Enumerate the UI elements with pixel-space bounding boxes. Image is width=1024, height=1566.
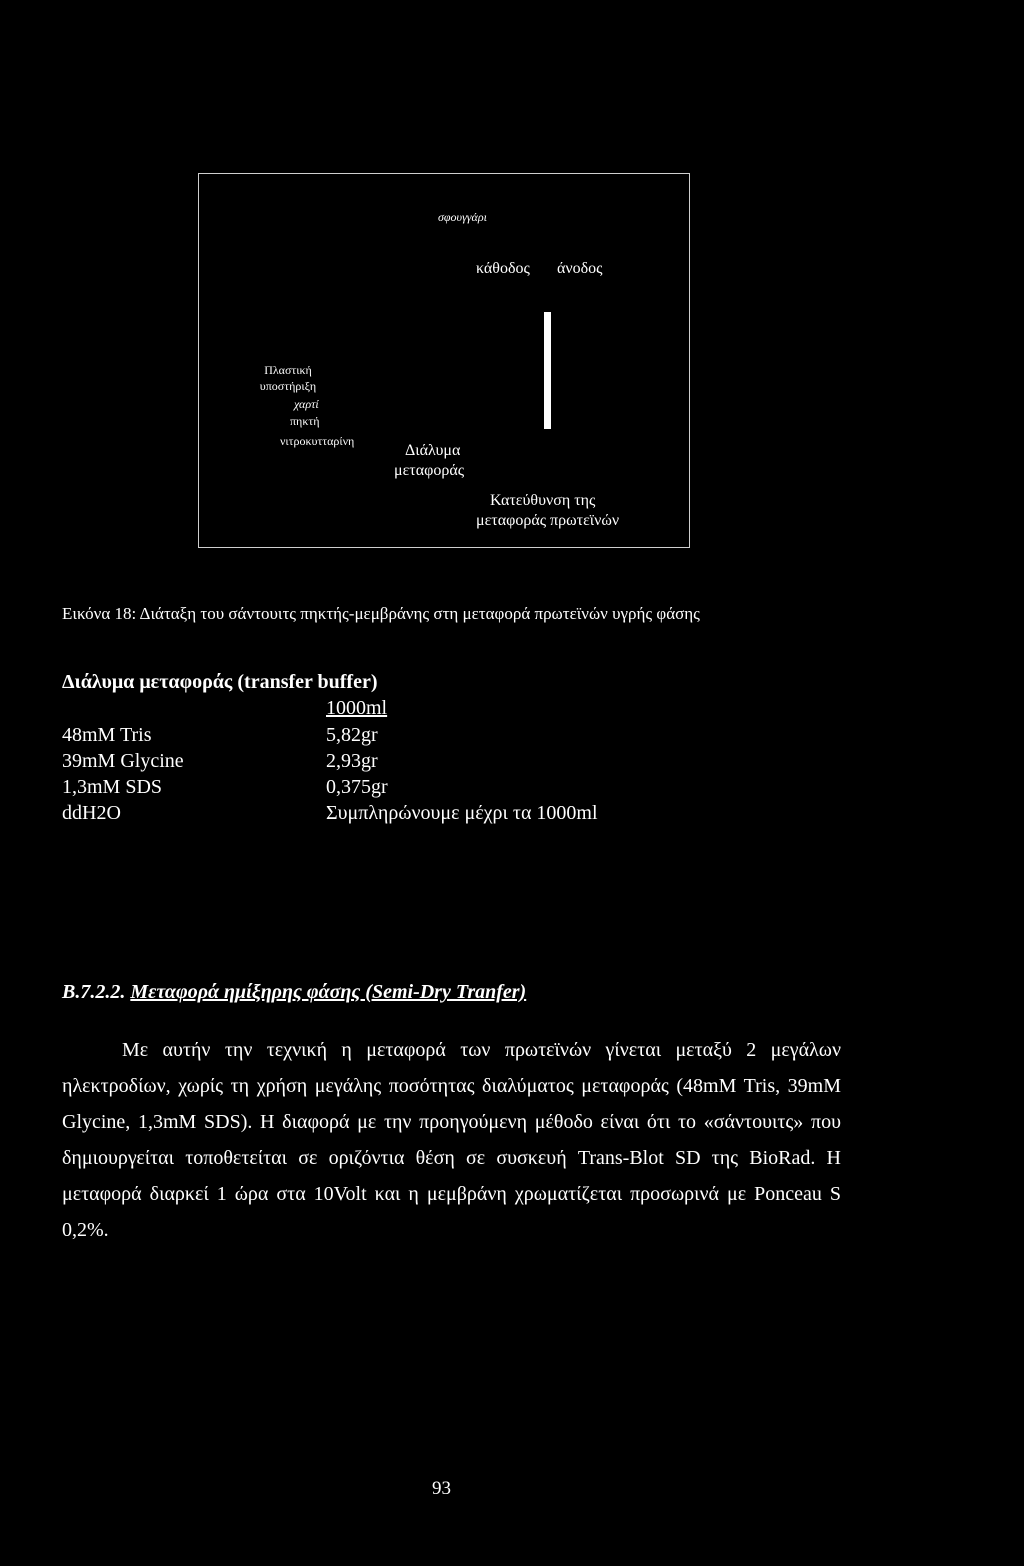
- recipe-component: 48mM Tris: [62, 724, 152, 746]
- figure-label-nitrocellulose: νιτροκυτταρίνη: [280, 434, 355, 448]
- recipe-component: ddH2O: [62, 802, 121, 824]
- section-number: B.7.2.2.: [62, 981, 126, 1003]
- figure-frame: [198, 173, 690, 548]
- section-heading: [62, 981, 526, 1004]
- recipe-amount: 0,375gr: [326, 776, 388, 798]
- recipe-amount: 5,82gr: [326, 724, 378, 746]
- page-number: 93: [432, 1478, 451, 1499]
- volume-header: 1000ml: [326, 697, 388, 719]
- figure-label-transfer-solution-line2: μεταφοράς: [394, 462, 465, 479]
- figure-label-plastic-support: Πλαστική υποστήριξη: [259, 363, 317, 393]
- section-title: Μεταφορά ημίξηρης φάσης (Semi-Dry Tranfer): [130, 981, 527, 1003]
- electrode-bar: [544, 312, 551, 429]
- figure-label-gel: πηκτή: [290, 414, 320, 428]
- figure-label-direction-line2: μεταφοράς πρωτεϊνών: [476, 512, 620, 529]
- figure-label-cathode: κάθοδος: [476, 260, 530, 277]
- recipe-component: 1,3mM SDS: [62, 776, 163, 798]
- recipe-amount: 2,93gr: [326, 750, 378, 772]
- buffer-title: Διάλυμα μεταφοράς (transfer buffer): [62, 671, 378, 693]
- figure-label-sponge: σφουγγάρι: [438, 210, 487, 224]
- recipe-component: 39mM Glycine: [62, 750, 184, 772]
- figure-label-direction-line1: Κατεύθυνση της: [490, 492, 596, 509]
- figure-label-anode: άνοδος: [557, 260, 603, 277]
- recipe-amount: Συμπληρώνουμε μέχρι τα 1000ml: [326, 802, 598, 824]
- figure-label-paper: χαρτί: [294, 397, 319, 411]
- figure-caption: Εικόνα 18: Διάταξη του σάντουιτς πηκτής-μεμβράνης στη μεταφορά πρωτεϊνών υγρής φάσης: [62, 604, 700, 623]
- body-paragraph: Με αυτήν την τεχνική η μεταφορά των πρωτεϊνών γίνεται μεταξύ 2 μεγάλων ηλεκτροδίων, χωρίς τη χρήση μεγάλης ποσότητας διαλύματος μεταφοράς (48mM Tris, 39mM Glycine, 1,3mM SDS). Η διαφορά με την προηγούμενη μέθοδο είναι ότι το «σάντουιτς» που δημιουργείται τοποθετείται σε οριζόντια θέση σε συσκευή Trans-Blot SD της BioRad. Η μεταφορά διαρκεί 1 ώρα στα 10Volt και η μεμβράνη χρωματίζεται προσωρινά με Ponceau S 0,2%.: [62, 1039, 841, 1241]
- figure-label-transfer-solution-line1: Διάλυμα: [405, 442, 461, 459]
